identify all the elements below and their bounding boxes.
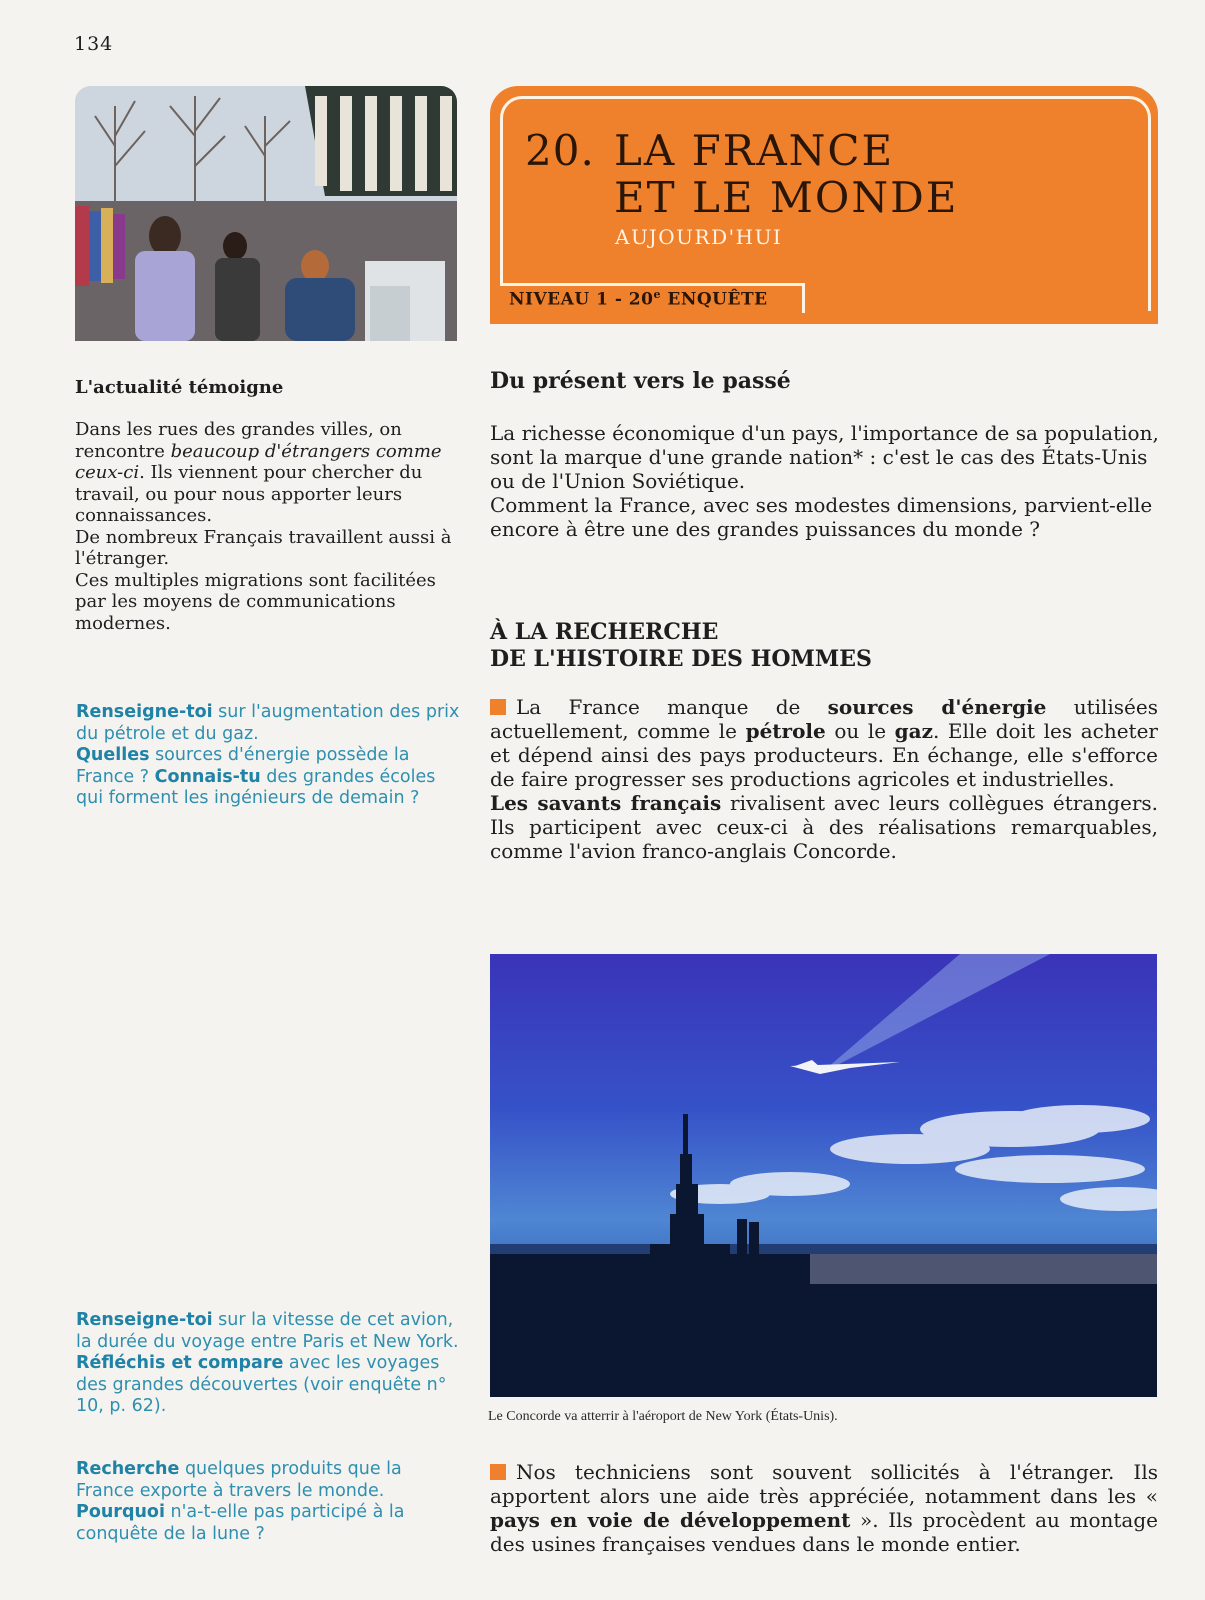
intro-text: De nombreux Français travaillent aussi à l'étranger. [75,526,452,569]
market-photo [75,86,457,341]
q-text: des grandes écoles qui forment les ingénieurs de demain ? [76,766,436,808]
orange-bullet-icon [490,699,506,715]
level-sup: e [653,288,661,301]
para-bold: pétrole [745,719,826,743]
photo-caption: Le Concorde va atterrir à l'aéroport de New York (États-Unis). [488,1409,838,1424]
chapter-title-line1: LA FRANCE [614,126,895,175]
para-text: ou le [825,719,895,743]
q-keyword: Renseigne-toi [76,702,213,722]
para-bold: Les savants français [490,791,722,815]
section-heading: Du présent vers le passé [490,368,791,394]
intro-text: . Ils viennent pour chercher du travail, ou pour nous apporter leurs connaissances. [75,462,423,526]
level-label [509,288,768,310]
q-keyword: Renseigne-toi [76,1310,213,1330]
research-heading-line1: À LA RECHERCHE [490,619,719,645]
q-keyword: Pourquoi [76,1502,165,1522]
question-block-1 [76,702,460,810]
energy-paragraph [490,695,1158,863]
para-text: rivalisent avec leurs collègues étrangers. Ils participent avec ceux-ci à des réalisations remarquables, comme l'avion franco-anglais Concorde. [490,791,1158,863]
para-bold: pays en voie de développement [490,1508,851,1532]
page-number: 134 [74,33,114,55]
para-text: utilisées actuellement, comme le [490,695,1158,743]
intro-text: Ces multiples migrations sont facilitées par les moyens de communications modernes. [75,569,436,634]
para-bold: gaz [894,719,933,743]
research-heading-line2: DE L'HISTOIRE DES HOMMES [490,646,872,672]
concorde-photo [490,954,1157,1397]
level-prefix: NIVEAU 1 - 20 [509,289,654,310]
para-text: . Elle doit les acheter et dépend ainsi des pays producteurs. En échange, elle s'efforce de faire progresser ses productions agricoles et industrielles. [490,719,1158,791]
intro-paragraph: La richesse économique d'un pays, l'importance de sa population, sont la marque d'une grande nation* : c'est le cas des États-Unis ou de l'Union Soviétique. [490,421,1159,493]
chapter-title-line2: ET LE MONDE [614,173,959,222]
intro-italic: beaucoup d'étrangers comme ceux-ci [75,440,442,483]
para-text: ». Ils procèdent au montage des usines françaises vendues dans le monde entier. [490,1508,1158,1556]
q-text: quelques produits que la France exporte à travers le monde. [76,1459,402,1501]
research-heading [490,619,872,673]
q-keyword: Réfléchis et compare [76,1353,284,1373]
chapter-number: 20. [525,126,595,175]
intro-text: Dans les rues des grandes villes, on rencontre [75,419,402,462]
q-text: sur la vitesse de cet avion, la durée du voyage entre Paris et New York. [76,1310,459,1352]
q-keyword: Connais-tu [154,766,261,787]
section-intro [490,421,1160,541]
para-bold: sources d'énergie [827,695,1047,719]
orange-bullet-icon [490,1464,506,1480]
q-text: avec les voyages des grandes découvertes (voir enquête n° 10, p. 62). [76,1353,447,1416]
q-text: n'a-t-elle pas participé à la conquête de la lune ? [76,1502,405,1544]
q-keyword: Quelles [76,745,150,765]
para-text: La France manque de [516,695,828,719]
q-text: sur l'augmentation des prix du pétrole et du gaz. [76,702,460,744]
q-keyword: Recherche [76,1459,180,1479]
para-text: Nos techniciens sont souvent sollicités à l'étranger. Ils apportent alors une aide très appréciée, notamment dans les « [490,1460,1158,1508]
question-block-3 [76,1459,460,1545]
question-block-2 [76,1310,460,1418]
left-intro [75,419,455,634]
chapter-subtitle: AUJOURD'HUI [615,225,783,249]
intro-paragraph: Comment la France, avec ses modestes dimensions, parvient-elle encore à être une des grandes puissances du monde ? [490,493,1153,541]
q-text: sources d'énergie possède la France ? [76,745,410,787]
technicians-paragraph [490,1460,1158,1556]
left-heading: L'actualité témoigne [75,377,284,398]
level-suffix: ENQUÊTE [660,289,768,310]
